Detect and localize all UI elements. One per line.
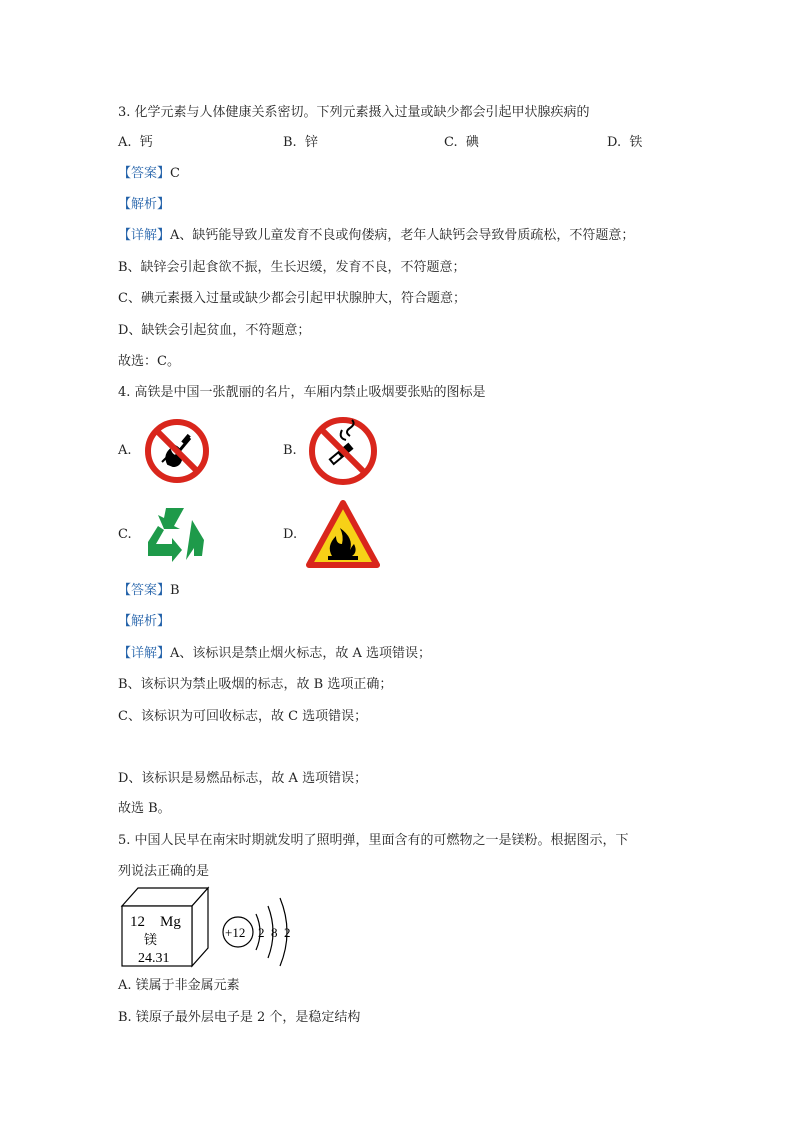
element-number: 12 xyxy=(130,914,145,930)
q4-option-c-label: C. xyxy=(118,527,132,542)
q5-stem-line-2: 列说法正确的是 xyxy=(118,864,210,879)
recycle-icon xyxy=(142,502,212,566)
no-fire-icon xyxy=(144,418,210,484)
q5-stem-line-1: 5. 中国人民早在南宋时期就发明了照明弹，里面含有的可燃物之一是镁粉。根据图示，下 xyxy=(118,833,629,848)
q3-analysis-tag: 【解析】 xyxy=(118,197,171,212)
q4-answer: 【答案】B xyxy=(118,583,180,598)
q4-option-a-label: A. xyxy=(118,443,132,458)
element-name: 镁 xyxy=(144,933,158,948)
q3-detail-line: D、缺铁会引起贫血，不符题意； xyxy=(118,323,311,338)
shell-1-electrons: 2 xyxy=(258,925,265,940)
q4-stem: 4. 高铁是中国一张靓丽的名片，车厢内禁止吸烟要张贴的图标是 xyxy=(118,385,486,400)
q3-conclusion: 故选：C。 xyxy=(118,354,180,369)
atom-structure-diagram xyxy=(216,892,300,972)
flammable-warning-icon xyxy=(306,500,380,568)
q3-detail-line: C、碘元素摄入过量或缺少都会引起甲状腺肿大，符合题意； xyxy=(118,291,466,306)
q3-option-b: B. 锌 xyxy=(283,135,318,150)
q4-option-b-label: B. xyxy=(283,443,297,458)
q3-stem: 3. 化学元素与人体健康关系密切。下列元素摄入过量或缺少都会引起甲状腺疾病的 xyxy=(118,105,590,120)
q4-analysis-tag: 【解析】 xyxy=(118,614,171,629)
element-symbol: Mg xyxy=(160,914,181,930)
q5-option-b: B. 镁原子最外层电子是 2 个，是稳定结构 xyxy=(118,1010,361,1025)
q4-detail-line: B、该标识为禁止吸烟的标志，故 B 选项正确； xyxy=(118,677,393,692)
q3-option-c: C. 碘 xyxy=(444,135,479,150)
q3-option-a: A. 钙 xyxy=(118,135,153,150)
q5-option-a: A. 镁属于非金属元素 xyxy=(118,978,240,993)
q4-detail-line: D、该标识是易燃品标志，故 A 选项错误； xyxy=(118,771,368,786)
shell-2-electrons: 8 xyxy=(271,925,278,940)
q4-conclusion: 故选 B。 xyxy=(118,801,171,816)
element-card-magnesium xyxy=(118,880,212,968)
no-smoking-icon xyxy=(308,416,378,486)
q3-answer: 【答案】C xyxy=(118,166,180,181)
q3-option-d: D. 铁 xyxy=(607,135,643,150)
q4-detail-line: 【详解】A、该标识是禁止烟火标志，故 A 选项错误； xyxy=(118,646,432,661)
element-mass: 24.31 xyxy=(138,951,170,966)
nucleus-charge: +12 xyxy=(225,925,246,940)
q3-detail-line: 【详解】A、缺钙能导致儿童发育不良或佝偻病，老年人缺钙会导致骨质疏松，不符题意； xyxy=(118,228,635,243)
shell-3-electrons: 2 xyxy=(284,925,291,940)
q3-detail-line: B、缺锌会引起食欲不振，生长迟缓，发育不良，不符题意； xyxy=(118,260,466,275)
q4-detail-line: C、该标识为可回收标志，故 C 选项错误； xyxy=(118,709,368,724)
q4-option-d-label: D. xyxy=(283,527,298,542)
